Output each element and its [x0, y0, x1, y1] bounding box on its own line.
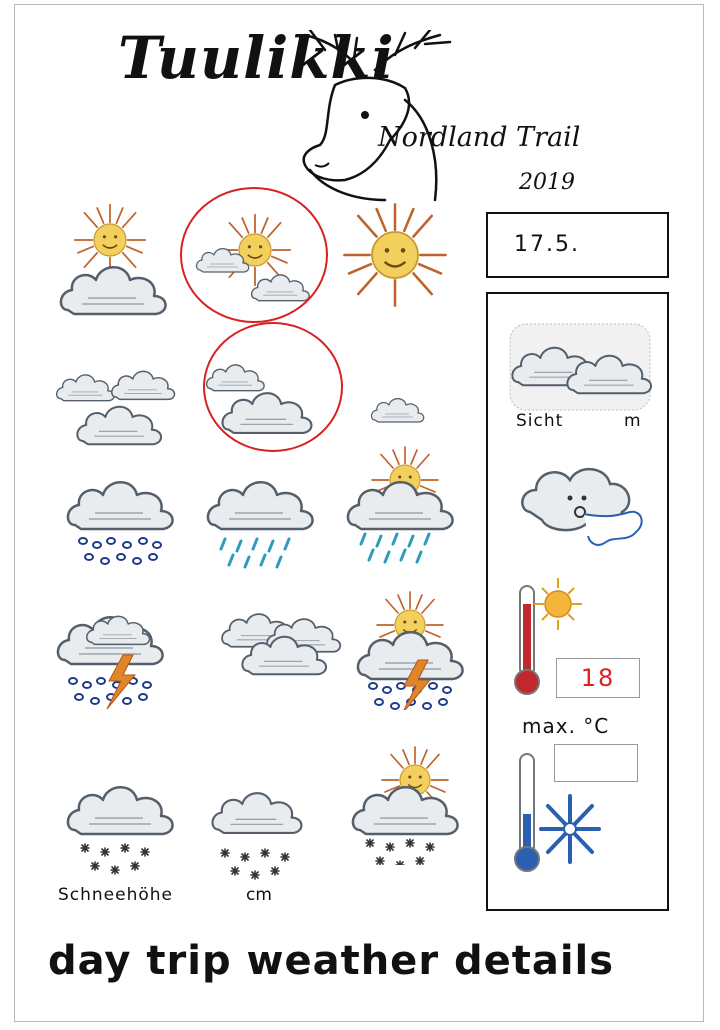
date-box — [486, 212, 669, 278]
moose-logo-icon — [265, 30, 455, 205]
brand-year: 2019 — [519, 170, 575, 195]
max-temperature-value: 18 — [580, 664, 616, 692]
rain-icon[interactable] — [200, 455, 330, 575]
max-temperature-field[interactable] — [556, 658, 640, 698]
max-temperature-label: max. °C — [522, 714, 610, 738]
selection-circle-partly-sunny — [180, 187, 328, 323]
mostly-cloudy-icon[interactable] — [50, 340, 180, 460]
snow-depth-unit: cm — [246, 885, 272, 905]
visibility-label: Sicht — [516, 411, 564, 431]
header — [0, 0, 720, 205]
thunderstorm-hail-icon[interactable] — [40, 595, 190, 715]
conditions-panel — [486, 292, 669, 911]
date-value: 17.5. — [514, 232, 580, 257]
weather-icon-grid — [40, 200, 480, 880]
sun-and-snow-icon[interactable] — [345, 745, 475, 865]
snow-icon[interactable] — [200, 765, 330, 885]
min-temperature-field[interactable] — [554, 744, 638, 782]
hail-icon[interactable] — [60, 455, 190, 575]
page-footer-title: day trip weather details — [48, 938, 615, 984]
fog-icon — [500, 314, 660, 424]
partly-sunny-icon[interactable] — [45, 200, 175, 320]
overcast-icon[interactable] — [205, 590, 355, 710]
brand-title: Tuulikki — [118, 24, 395, 92]
small-cloud-icon[interactable] — [345, 340, 475, 460]
sunny-icon[interactable] — [330, 200, 460, 320]
sun-thunderstorm-icon[interactable] — [350, 590, 480, 710]
visibility-unit: m — [624, 411, 641, 431]
brand-subtitle: Nordland Trail — [378, 122, 581, 153]
sun-and-rain-icon[interactable] — [340, 445, 470, 565]
heavy-snow-icon[interactable] — [60, 760, 190, 880]
wind-icon — [518, 452, 648, 562]
selection-circle-cloudy — [203, 322, 343, 452]
snow-depth-label: Schneehöhe — [58, 885, 174, 905]
